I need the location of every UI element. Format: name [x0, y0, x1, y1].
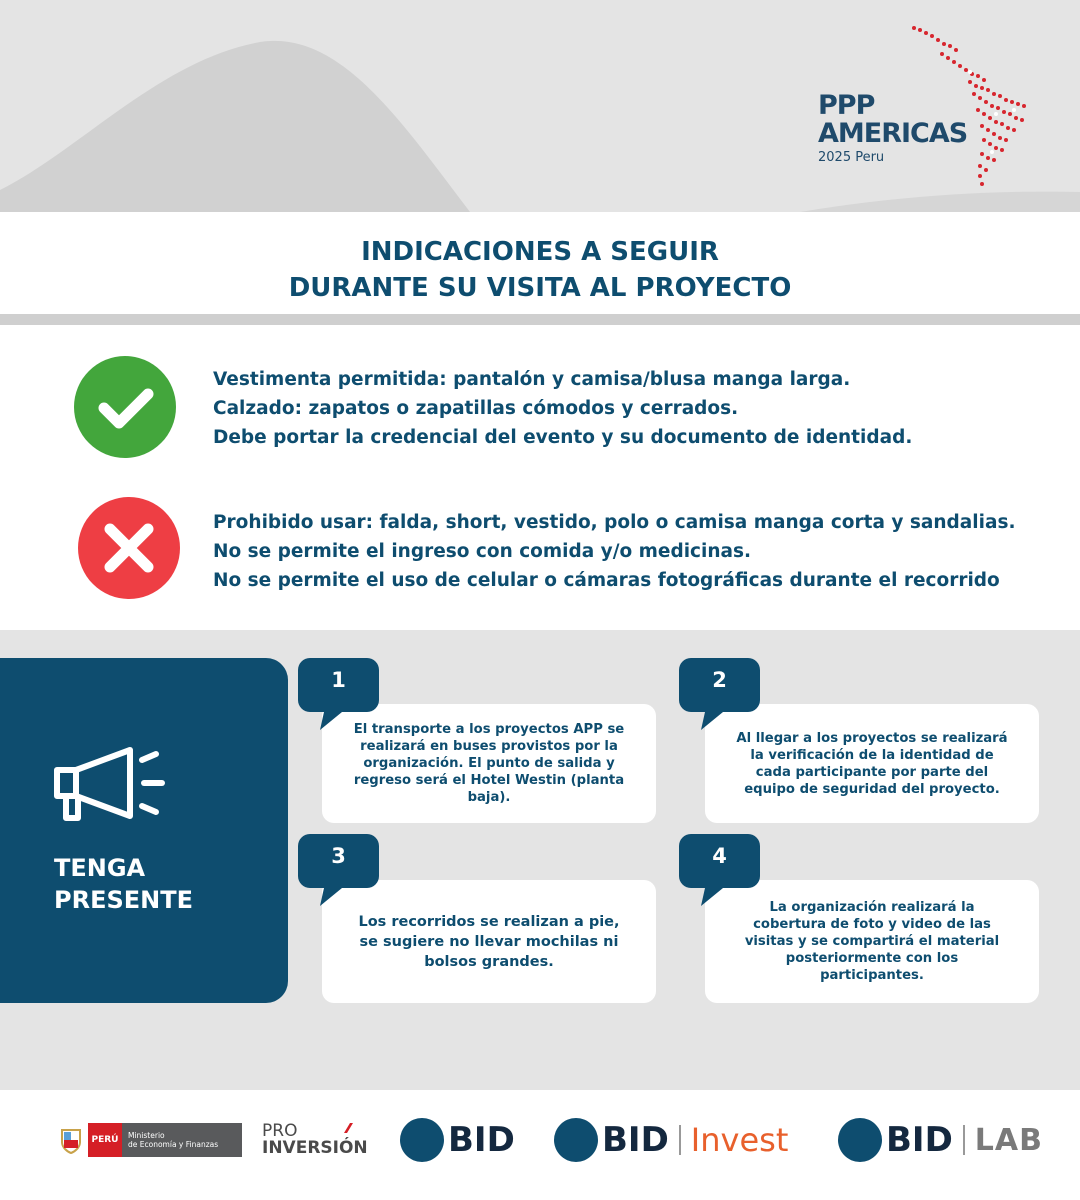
tenga-presente-panel	[0, 658, 288, 1003]
bid-logo	[400, 1118, 515, 1162]
peru-label: PERÚ	[88, 1123, 122, 1157]
red-accent-icon	[340, 1121, 354, 1135]
ministry-label	[122, 1123, 242, 1157]
number-bubble-4	[679, 834, 760, 890]
peru-mef-logo	[58, 1123, 242, 1157]
logo-americas: AMERICAS	[818, 118, 968, 149]
allowed-list	[213, 365, 912, 452]
tenga-line2: PRESENTE	[54, 886, 193, 914]
note-text: Al llegar a los proyectos se realizará la verificación de la identidad de cada participante por parte del equipo de seguridad del proyecto.	[736, 730, 1008, 797]
bid-globe-icon	[838, 1118, 882, 1162]
bid-globe-icon	[554, 1118, 598, 1162]
divider	[0, 314, 1080, 325]
logo-ppp: PPP	[818, 90, 875, 121]
sponsor-footer	[0, 1090, 1080, 1200]
prohibited-item: Prohibido usar: falda, short, vestido, polo o camisa manga corta y sandalias.	[213, 512, 1016, 533]
note-number: 1	[331, 668, 346, 692]
note-text: Los recorridos se realizan a pie, se sugiere no llevar mochilas ni bolsos grandes.	[358, 913, 620, 970]
ministry-line1: Ministerio	[128, 1131, 165, 1140]
header-banner	[0, 0, 1080, 212]
tenga-presente-heading	[54, 852, 193, 916]
bid-label: BID	[602, 1120, 669, 1160]
bid-globe-icon	[400, 1118, 444, 1162]
allowed-item: Debe portar la credencial del evento y su documento de identidad.	[213, 427, 913, 448]
bid-label: BID	[886, 1120, 953, 1160]
separator	[963, 1125, 965, 1155]
tenga-line1: TENGA	[54, 854, 146, 882]
prohibited-list	[213, 508, 1016, 595]
title-band	[0, 212, 1080, 314]
rules-section	[0, 325, 1080, 630]
allowed-item: Calzado: zapatos o zapatillas cómodos y cerrados.	[213, 398, 739, 419]
number-bubble-2	[679, 658, 760, 714]
note-number: 2	[712, 668, 727, 692]
number-bubble-3	[298, 834, 379, 890]
note-number: 3	[331, 844, 346, 868]
logo-subtitle: 2025 Peru	[818, 150, 885, 165]
note-number: 4	[712, 844, 727, 868]
allowed-item: Vestimenta permitida: pantalón y camisa/blusa manga larga.	[213, 369, 851, 390]
logo-wordmark	[818, 92, 967, 166]
number-bubble-1	[298, 658, 379, 714]
lab-label: LAB	[974, 1122, 1043, 1158]
bid-invest-logo	[554, 1118, 788, 1162]
bid-label: BID	[448, 1120, 515, 1160]
prohibited-item: No se permite el uso de celular o cámaras fotográficas durante el recorrido	[213, 570, 1000, 591]
invest-label: Invest	[690, 1121, 789, 1159]
prohibited-item: No se permite el ingreso con comida y/o medicinas.	[213, 541, 752, 562]
cross-icon	[78, 497, 180, 599]
ppp-americas-logo	[818, 24, 1048, 194]
page-title-line2: DURANTE SU VISITA AL PROYECTO	[288, 273, 792, 303]
note-text: La organización realizará la cobertura de foto y video de las visitas y se compartirá el material posteriormente con los participantes.	[744, 900, 1000, 983]
megaphone-icon	[52, 746, 168, 826]
bid-lab-logo	[838, 1118, 1043, 1162]
page-title-line1: INDICACIONES A SEGUIR	[361, 237, 719, 267]
coat-of-arms-icon	[58, 1126, 84, 1154]
note-text: El transporte a los proyectos APP se realizará en buses provistos por la organización. El punto de salida y regreso será el Hotel Westin (planta baja).	[353, 722, 625, 805]
pro-line2: INVERSIÓN	[262, 1138, 368, 1158]
ministry-line2: de Economía y Finanzas	[128, 1140, 219, 1149]
separator	[679, 1125, 681, 1155]
proinversion-logo	[262, 1123, 368, 1157]
pro-line1: PRO	[262, 1121, 298, 1141]
check-icon	[74, 356, 176, 458]
